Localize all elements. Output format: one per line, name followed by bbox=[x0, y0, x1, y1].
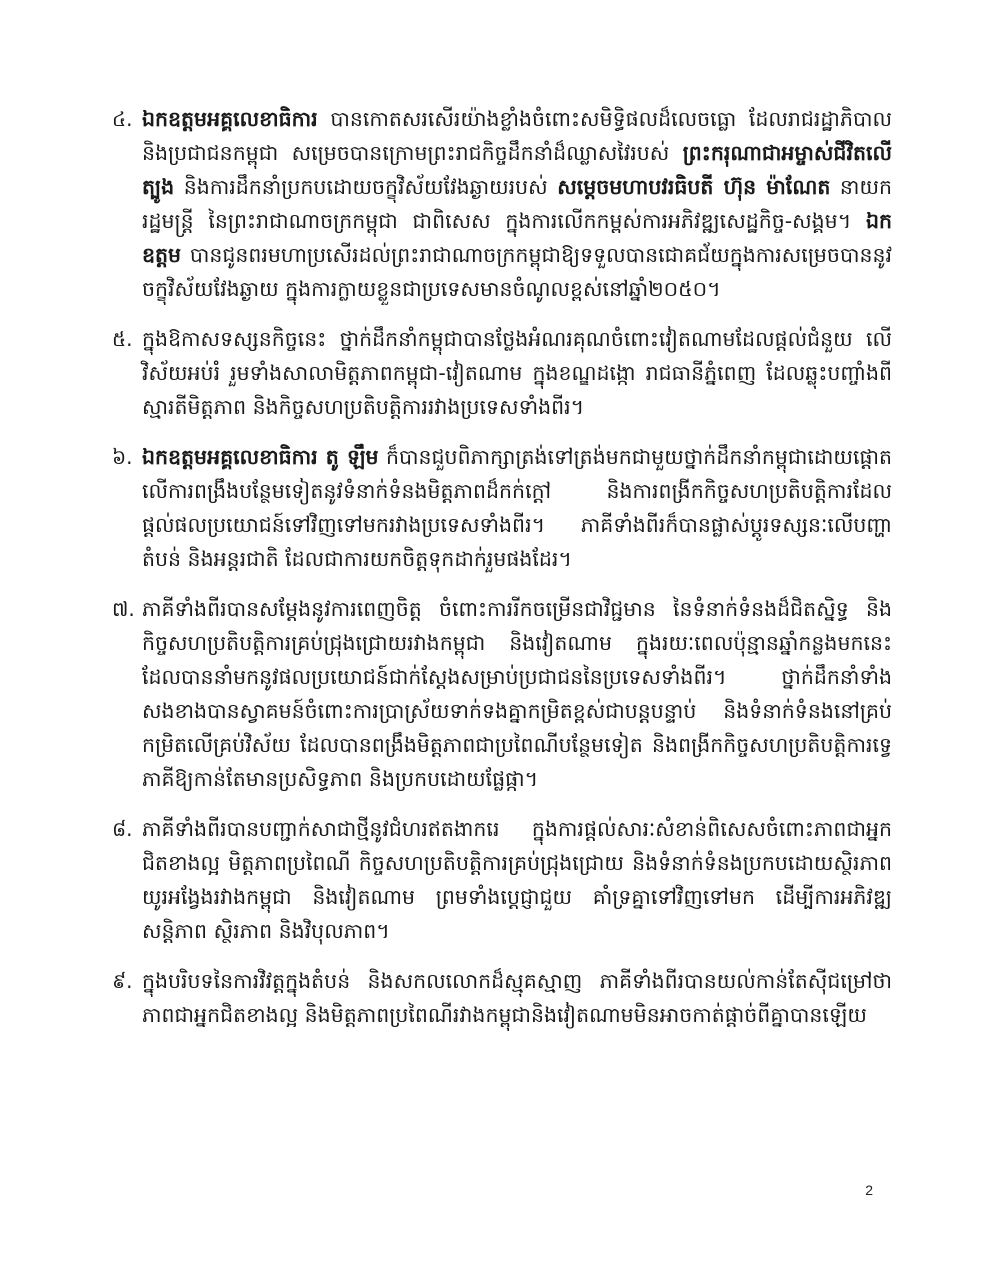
text-run: នាយករដ្ឋមន្ត្រី នៃព្រះរាជាណាចក្រកម្ពុជា ជាពិសេស ក្នុងការលើកកម្ពស់ការអភិវឌ្ឍសេដ្ឋកិច្ច-សង្គម។ bbox=[142, 175, 892, 233]
text-run: បានកោតសរសើរយ៉ាងខ្លាំងចំពោះសមិទ្ធិផលដ៏លេចធ្លោ ដែលរាជរដ្ឋាភិបាល និងប្រជាជនកម្ពុជា សម្រេចបានក្រោមព្រះរាជកិច្ចដឹកនាំដ៏ឈ្លាសវៃរបស់ bbox=[142, 107, 892, 165]
page-number: 2 bbox=[865, 1182, 873, 1198]
paragraph-number: ៧. bbox=[112, 597, 135, 621]
paragraph-6 bbox=[112, 440, 892, 576]
paragraph-text bbox=[142, 322, 892, 424]
paragraph-9 bbox=[112, 964, 892, 1032]
text-run: ក៏បានជួបពិភាក្សាត្រង់ទៅត្រង់មកជាមួយថ្នាក់ដឹកនាំកម្ពុជាដោយផ្តោតលើការពង្រឹងបន្ថែមទៀតនូវទំនាក់ទំនងមិត្តភាពដ៏កក់ក្តៅ និងការពង្រីកកិច្ចសហប្រតិបត្តិការដែលផ្តល់ផលប្រយោជន៍ទៅវិញទៅមករវាងប្រទេសទាំងពីរ។ ភាគីទាំងពីរក៏បានផ្លាស់ប្តូរទស្សនៈលើបញ្ហាតំបន់ និងអន្តរជាតិ ដែលជាការយកចិត្តទុកដាក់រួមផងដែរ។ bbox=[142, 445, 892, 571]
paragraph-text bbox=[142, 812, 892, 948]
text-run: ក្នុងឱកាសទស្សនកិច្ចនេះ ថ្នាក់ដឹកនាំកម្ពុជាបានថ្លែងអំណរគុណចំពោះវៀតណាមដែលផ្តល់ជំនួយ លើវិស័យអប់រំ រួមទាំងសាលាមិត្តភាពកម្ពុជា-វៀតណាម ក្នុងខណ្ឌដង្កោ រាជធានីភ្នំពេញ ដែលឆ្លុះបញ្ចាំងពីស្មារតីមិត្តភាព និងកិច្ចសហប្រតិបត្តិការរវាងប្រទេសទាំងពីរ។ bbox=[142, 327, 892, 419]
text-run: ភាគីទាំងពីរបានបញ្ជាក់សាជាថ្មីនូវជំហរឥតងាករេ ក្នុងការផ្តល់សារៈសំខាន់ពិសេសចំពោះភាពជាអ្នកជិតខាងល្អ មិត្តភាពប្រពៃណី កិច្ចសហប្រតិបត្តិការគ្រប់ជ្រុងជ្រោយ និងទំនាក់ទំនងប្រកបដោយស្ថិរភាពយូរអង្វែងរវាងកម្ពុជា និងវៀតណាម ព្រមទាំងប្តេជ្ញាជួយ គាំទ្រគ្នាទៅវិញទៅមក ដើម្បីការអភិវឌ្ឍ សន្តិភាព ស្ថិរភាព និងវិបុលភាព។ bbox=[142, 817, 892, 943]
paragraph-number: ៤. bbox=[112, 107, 133, 131]
paragraph-number: ៥. bbox=[112, 327, 133, 351]
paragraph-number: ៦. bbox=[112, 445, 133, 469]
text-run: ក្នុងបរិបទនៃការវិវត្តក្នុងតំបន់ និងសកលលោកដ៏ស្មុគស្មាញ ភាគីទាំងពីរបានយល់កាន់តែស៊ីជម្រៅថា ភាពជាអ្នកជិតខាងល្អ និងមិត្តភាពប្រពៃណីរវាងកម្ពុជានិងវៀតណាមមិនអាចកាត់ផ្តាច់ពីគ្នាបានឡើយ bbox=[142, 969, 892, 1027]
paragraph-5 bbox=[112, 322, 892, 424]
paragraph-text bbox=[142, 440, 892, 576]
text-run: ភាគីទាំងពីរបានសម្តែងនូវការពេញចិត្ត ចំពោះការរីកចម្រើនជាវិជ្ជមាន នៃទំនាក់ទំនងដ៏ជិតស្និទ្ធ និងកិច្ចសហប្រតិបត្តិការគ្រប់ជ្រុងជ្រោយរវាងកម្ពុជា និងវៀតណាម ក្នុងរយៈពេលប៉ុន្មានឆ្នាំកន្លងមកនេះ ដែលបាននាំមកនូវផលប្រយោជន៍ជាក់ស្តែងសម្រាប់ប្រជាជននៃប្រទេសទាំងពីរ។ ថ្នាក់ដឹកនាំទាំងសងខាងបានស្វាគមន៍ចំពោះការប្រាស្រ័យទាក់ទងគ្នាកម្រិតខ្ពស់ជាបន្តបន្ទាប់ និងទំនាក់ទំនងនៅគ្រប់កម្រិតលើគ្រប់វិស័យ ដែលបានពង្រឹងមិត្តភាពជាប្រពៃណីបន្ថែមទៀត និងពង្រីកកិច្ចសហប្រតិបត្តិការទ្វេភាគីឱ្យកាន់តែមានប្រសិទ្ធភាព និងប្រកបដោយផ្លែផ្កា។ bbox=[142, 597, 892, 791]
paragraph-text bbox=[142, 102, 892, 306]
text-run: បានជូនពរមហាប្រសើរដល់ព្រះរាជាណាចក្រកម្ពុជាឱ្យទទួលបានជោគជ័យក្នុងការសម្រេចបាននូវចក្ខុវិស័យវែងឆ្ងាយ ក្នុងការក្លាយខ្លួនជាប្រទេសមានចំណូលខ្ពស់នៅឆ្នាំ២០៥០។ bbox=[142, 243, 892, 301]
paragraph-4 bbox=[112, 102, 892, 306]
paragraph-8 bbox=[112, 812, 892, 948]
paragraph-number: ៨. bbox=[112, 817, 133, 841]
text-run: និងការដឹកនាំប្រកបដោយចក្ខុវិស័យវែងឆ្ងាយរបស់ bbox=[174, 175, 558, 199]
bold-text: ឯកឧត្តម bbox=[142, 209, 892, 267]
paragraph-text bbox=[142, 592, 892, 796]
paragraph-number: ៩. bbox=[112, 969, 133, 993]
bold-text: ព្រះករុណាជាអម្ចាស់ជីវិតលើត្បូង bbox=[142, 141, 892, 199]
paragraph-7 bbox=[112, 592, 892, 796]
paragraph-text bbox=[142, 964, 892, 1032]
bold-text: ឯកឧត្តមអគ្គលេខាធិការ តូ ឡឹម bbox=[142, 445, 379, 469]
bold-text: សម្តេចមហាបវរធិបតី ហ៊ុន ម៉ាណែត bbox=[557, 175, 831, 199]
bold-text: ឯកឧត្តមអគ្គលេខាធិការ bbox=[142, 107, 318, 131]
